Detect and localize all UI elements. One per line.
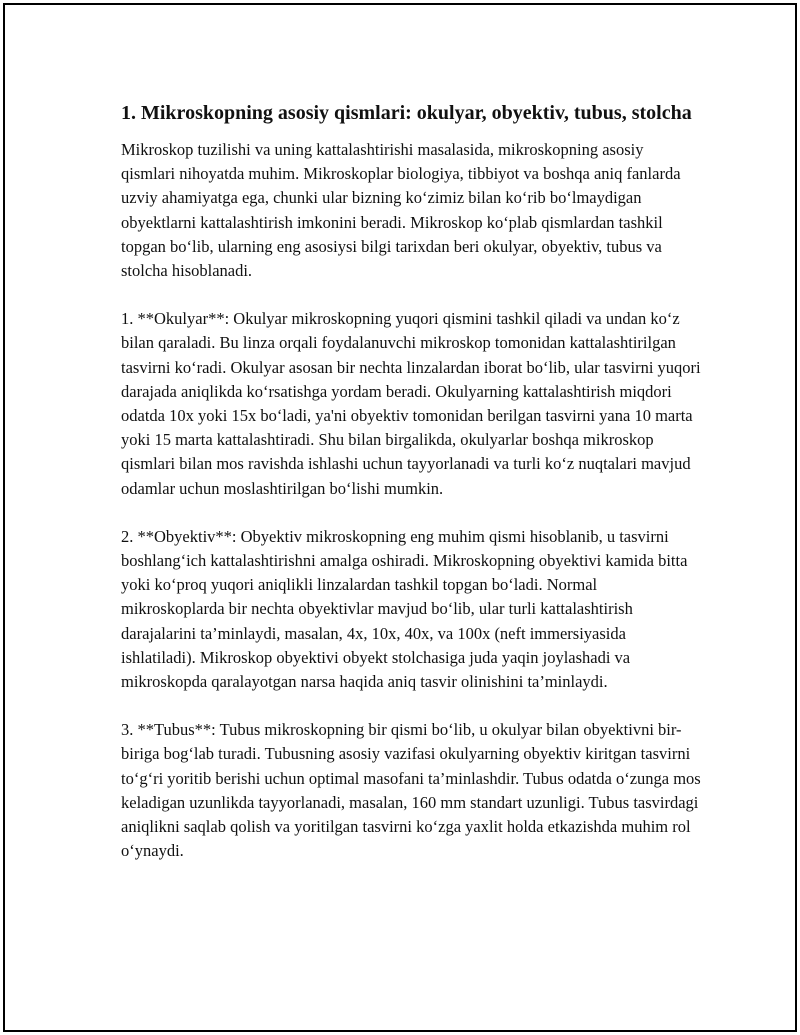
tubus-paragraph: 3. **Tubus**: Tubus mikroskopning bir qismi bo‘lib, u okulyar bilan obyektivni bir-biriga bog‘lab turadi. Tubusning asosiy vazifasi okulyarning obyektiv kiritgan tasvirni to‘g‘ri yoritib berishi uchun optimal masofani ta’minlashdir. Tubus odatda o‘zunga mos keladigan uzunlikda tayyorlanadi, masalan, 160 mm standart uzunligi. Tubus tasvirdagi aniqlikni saqlab qolish va yoritilgan tasvirni ko‘zga yaxlit holda etkazishda muhim rol o‘ynaydi. (121, 720, 701, 861)
okulyar-paragraph: 1. **Okulyar**: Okulyar mikroskopning yuqori qismini tashkil qiladi va undan ko‘z bilan qaraladi. Bu linza orqali foydalanuvchi mikroskop tomonidan kattalashtirilgan tasvirni ko‘radi. Okulyar asosan bir nechta linzalardan iborat bo‘lib, ular tasvirni yuqori darajada aniqlikda ko‘rsatishga yordam beradi. Okulyarning kattalashtirish miqdori odatda 10x yoki 15x bo‘ladi, ya'ni obyektiv tomonidan berilgan tasvirni yana 10 marta yoki 15 marta kattalashtiradi. Shu bilan birgalikda, okulyarlar boshqa mikroskop qismlari bilan mos ravishda ishlashi uchun tayyorlanadi va turli ko‘z nuqtalari mavjud odamlar uchun moslashtirilgan bo‘lishi mumkin. (121, 309, 701, 498)
obyektiv-paragraph: 2. **Obyektiv**: Obyektiv mikroskopning eng muhim qismi hisoblanib, u tasvirni boshlang‘ich kattalashtirishni amalga oshiradi. Mikroskopning obyektivi kamida bitta yoki ko‘proq yuqori aniqlikli linzalardan tashkil topgan bo‘ladi. Normal mikroskoplarda bir nechta obyektivlar mavjud bo‘lib, ular turli kattalashtirish darajalarini ta’minlaydi, masalan, 4x, 10x, 40x, va 100x (neft immersiyasida ishlatiladi). Mikroskop obyektivi obyekt stolchasiga juda yaqin joylashadi va mikroskopda qaralayotgan narsa haqida aniq tasvir olinishini ta’minlaydi. (121, 526, 688, 692)
document-body (121, 100, 701, 887)
intro-paragraph: Mikroskop tuzilishi va uning kattalashtirishi masalasida, mikroskopning asosiy qismlari nihoyatda muhim. Mikroskoplar biologiya, tibbiyot va boshqa aniq fanlarda uzviy ahamiyatga ega, chunki ular bizning ko‘zimiz bilan ko‘rib bo‘lmaydigan obyektlarni kattalashtirish imkonini beradi. Mikroskop ko‘plab qismlardan tashkil topgan bo‘lib, ularning eng asosiysi bilgi tarixdan beri okulyar, obyektiv, tubus va stolcha hisoblanadi. (121, 140, 681, 281)
page-frame (3, 3, 797, 1032)
section-heading: 1. Mikroskopning asosiy qismlari: okulyar, obyektiv, tubus, stolcha (121, 102, 692, 124)
